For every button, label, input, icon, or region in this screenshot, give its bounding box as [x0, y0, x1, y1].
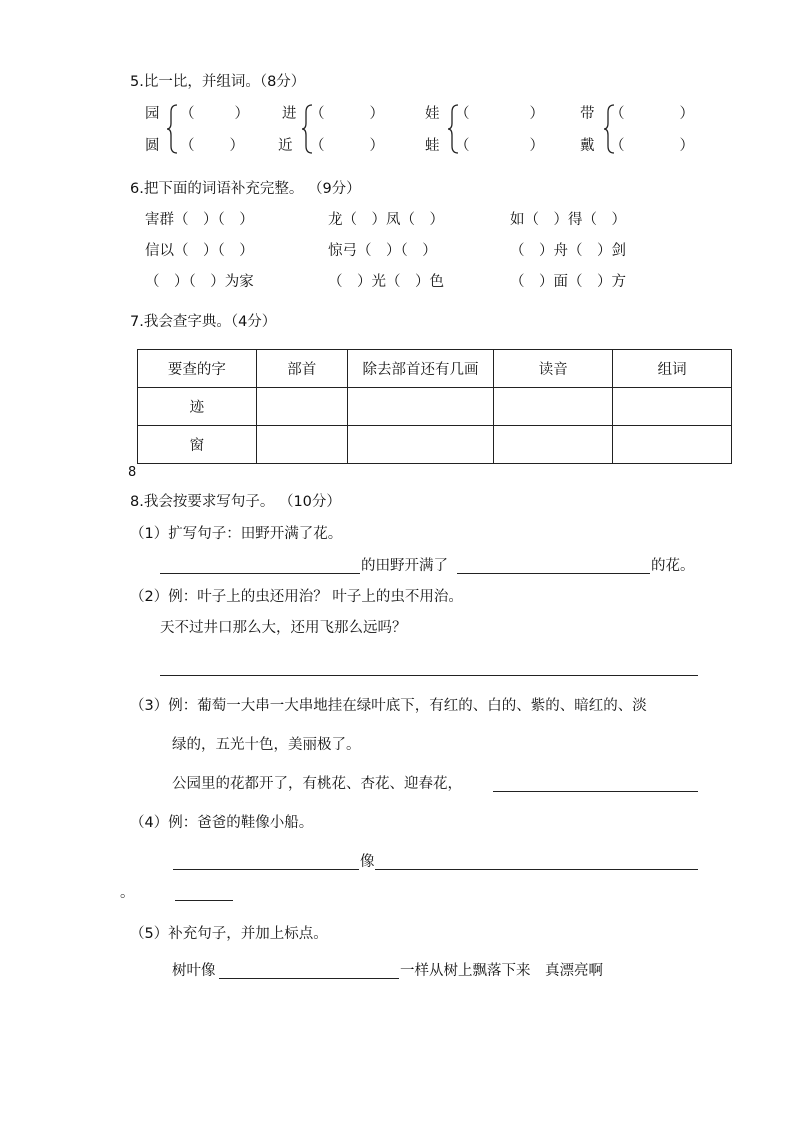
header-cell: 要查的字 [138, 350, 257, 388]
q6-title: 6.把下面的词语补充完整。 （9分） [130, 181, 361, 197]
q8-s3-line1: （3）例：葡萄一大串一大串地挂在绿叶底下，有红的、白的、紫的、暗红的、淡 [130, 698, 647, 714]
q6-item[interactable]: （ ）（ ）为家 [145, 274, 254, 290]
q5-paren-2b[interactable]: （ ） [310, 138, 384, 154]
q6-item[interactable]: 如（ ）得（ ） [510, 212, 626, 228]
header-cell: 部首 [256, 350, 347, 388]
answer-line[interactable] [375, 869, 698, 870]
q5-paren-4b[interactable]: （ ） [610, 138, 694, 154]
q5-paren-1a[interactable]: （ ） [180, 106, 249, 122]
table-cell-input[interactable] [256, 426, 347, 464]
answer-line[interactable] [493, 791, 698, 792]
table-cell-input[interactable] [256, 388, 347, 426]
q5-char-yuan: 园 [145, 106, 160, 122]
q5-char-jin: 进 [282, 106, 297, 122]
q8-s4-dot: 。 [120, 885, 135, 901]
table-cell-input[interactable] [347, 426, 494, 464]
q5-char-dai: 带 [580, 106, 595, 122]
q5-char-dai2: 戴 [580, 138, 595, 154]
header-cell: 组词 [613, 350, 732, 388]
q5-char-jin2: 近 [278, 138, 293, 154]
q5-paren-4a[interactable]: （ ） [610, 106, 694, 122]
answer-line[interactable] [173, 869, 359, 870]
brace-icon [167, 104, 178, 154]
q8-s1-label: （1）扩写句子：田野开满了花。 [130, 526, 343, 542]
q8-s5-start: 树叶像 [172, 963, 216, 979]
q6-item[interactable]: （ ）面（ ）方 [510, 274, 626, 290]
table-cell-char: 窗 [138, 426, 257, 464]
q8-title: 8.我会按要求写句子。 （10分） [130, 494, 341, 510]
q6-item[interactable]: （ ）舟（ ）剑 [510, 243, 626, 259]
q8-s5-label: （5）补充句子，并加上标点。 [130, 926, 328, 942]
table-cell-input[interactable] [494, 388, 613, 426]
q8-s5-end: 一样从树上飘落下来 真漂亮啊 [400, 963, 603, 979]
q7-title: 7.我会查字典。（4分） [130, 314, 277, 330]
table-header-row [138, 350, 732, 388]
table-cell-input[interactable] [613, 426, 732, 464]
q6-item[interactable]: 惊弓（ ）（ ） [328, 243, 437, 259]
q5-paren-1b[interactable]: （ ） [180, 138, 244, 154]
q8-s3-prompt: 公园里的花都开了，有桃花、杏花、迎春花， [172, 776, 462, 792]
table-cell-char: 迹 [138, 388, 257, 426]
q8-s1-end: 的花。 [651, 558, 695, 574]
q5-paren-3a[interactable]: （ ） [455, 106, 544, 122]
q6-item[interactable]: （ ）光（ ）色 [328, 274, 444, 290]
table-cell-input[interactable] [613, 388, 732, 426]
q5-paren-3b[interactable]: （ ） [455, 138, 544, 154]
q8-s3-line2: 绿的，五光十色，美丽极了。 [172, 737, 361, 753]
stray-mark: 8 [128, 465, 137, 480]
q6-item[interactable]: 害群（ ）（ ） [145, 212, 254, 228]
q8-s4-mid: 像 [360, 854, 375, 870]
table-cell-input[interactable] [494, 426, 613, 464]
answer-line[interactable] [175, 900, 233, 901]
answer-line[interactable] [457, 573, 650, 574]
header-cell: 除去部首还有几画 [347, 350, 494, 388]
dictionary-table [137, 349, 732, 464]
table-row [138, 388, 732, 426]
answer-line[interactable] [160, 573, 360, 574]
q8-s2-prompt: 天不过井口那么大，还用飞那么远吗？ [160, 620, 407, 636]
q5-title: 5.比一比，并组词。（8分） [130, 74, 306, 90]
q5-char-yuan2: 圆 [145, 138, 160, 154]
q8-s1-mid: 的田野开满了 [361, 558, 448, 574]
answer-line[interactable] [219, 978, 399, 979]
q8-s4-label: （4）例：爸爸的鞋像小船。 [130, 815, 314, 831]
table-cell-input[interactable] [347, 388, 494, 426]
q8-s2-label: （2）例：叶子上的虫还用治？ 叶子上的虫不用治。 [130, 589, 463, 605]
q5-char-wa2: 蛙 [425, 138, 440, 154]
q6-item[interactable]: 信以（ ）（ ） [145, 243, 254, 259]
answer-line[interactable] [160, 675, 698, 676]
table-row [138, 426, 732, 464]
q5-char-wa: 娃 [425, 106, 440, 122]
q5-paren-2a[interactable]: （ ） [310, 106, 384, 122]
q6-item[interactable]: 龙（ ）凤（ ） [328, 212, 444, 228]
header-cell: 读音 [494, 350, 613, 388]
